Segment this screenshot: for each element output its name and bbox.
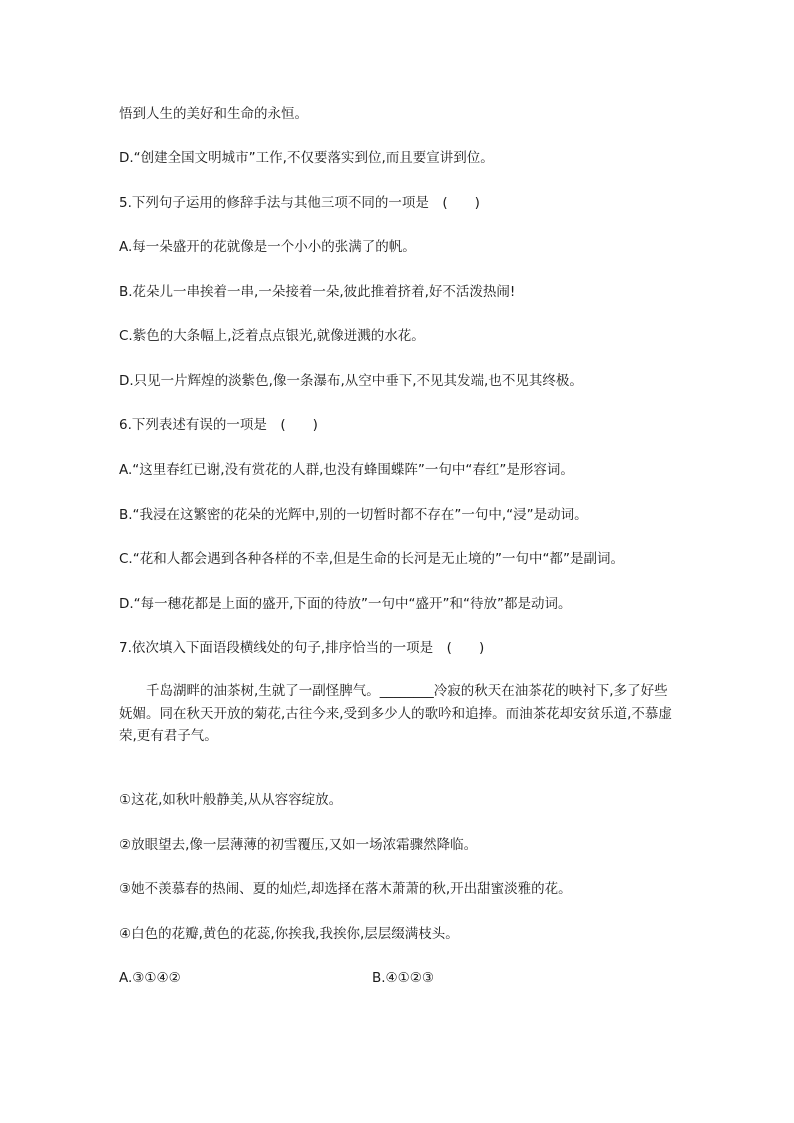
q5-option-c: C.紫色的大条幅上,泛着点点银光,就像迸溅的水花。 bbox=[119, 328, 425, 344]
option-d-line: D.“创建全国文明城市”工作,不仅要落实到位,而且要宣讲到位。 bbox=[119, 150, 494, 166]
q7-option-a: A.③①④② bbox=[119, 970, 181, 986]
q6-option-c: C.“花和人都会遇到各种各样的不幸,但是生命的长河是无止境的”一句中“都”是副词。 bbox=[119, 551, 624, 567]
q5-option-a: A.每一朵盛开的花就像是一个小小的张满了的帆。 bbox=[119, 239, 416, 255]
question-5: 5.下列句子运用的修辞手法与其他三项不同的一项是 ( ) bbox=[119, 195, 480, 211]
q5-option-b: B.花朵儿一串挨着一串,一朵接着一朵,彼此推着挤着,好不活泼热闹! bbox=[119, 284, 516, 300]
sentence-1: ①这花,如秋叶般静美,从从容容绽放。 bbox=[119, 792, 343, 808]
sentence-3: ③她不羡慕春的热闹、夏的灿烂,却选择在落木萧萧的秋,开出甜蜜淡雅的花。 bbox=[119, 881, 572, 897]
q6-option-b: B.“我浸在这繁密的花朵的光辉中,别的一切暂时都不存在”一句中,“浸”是动词。 bbox=[119, 507, 588, 523]
question-7: 7.依次填入下面语段横线处的句子,排序恰当的一项是 ( ) bbox=[119, 640, 485, 656]
q7-option-b: B.④①②③ bbox=[372, 970, 434, 986]
q5-option-d: D.只见一片辉煌的淡紫色,像一条瀑布,从空中垂下,不见其发端,也不见其终极。 bbox=[119, 373, 583, 389]
q6-option-d: D.“每一穗花都是上面的盛开,下面的待放”一句中“盛开”和“待放”都是动词。 bbox=[119, 596, 572, 612]
q6-option-a: A.“这里春红已谢,没有赏花的人群,也没有蜂围蝶阵”一句中“春红”是形容词。 bbox=[119, 462, 574, 478]
sentence-2: ②放眼望去,像一层薄薄的初雪覆压,又如一场浓霜骤然降临。 bbox=[119, 837, 478, 853]
text-line: 悟到人生的美好和生命的永恒。 bbox=[119, 106, 308, 122]
q7-passage: 千岛湖畔的油茶树,生就了一副怪脾气。________冷寂的秋天在油茶花的映衬下,多了好些妩媚。同在秋天开放的菊花,古往今来,受到多少人的歌吟和追捧。而油茶花却安贫乐道,不慕虚荣,更有君子气。 bbox=[119, 683, 672, 744]
question-6: 6.下列表述有误的一项是 ( ) bbox=[119, 417, 318, 433]
sentence-4: ④白色的花瓣,黄色的花蕊,你挨我,我挨你,层层缀满枝头。 bbox=[119, 926, 459, 942]
